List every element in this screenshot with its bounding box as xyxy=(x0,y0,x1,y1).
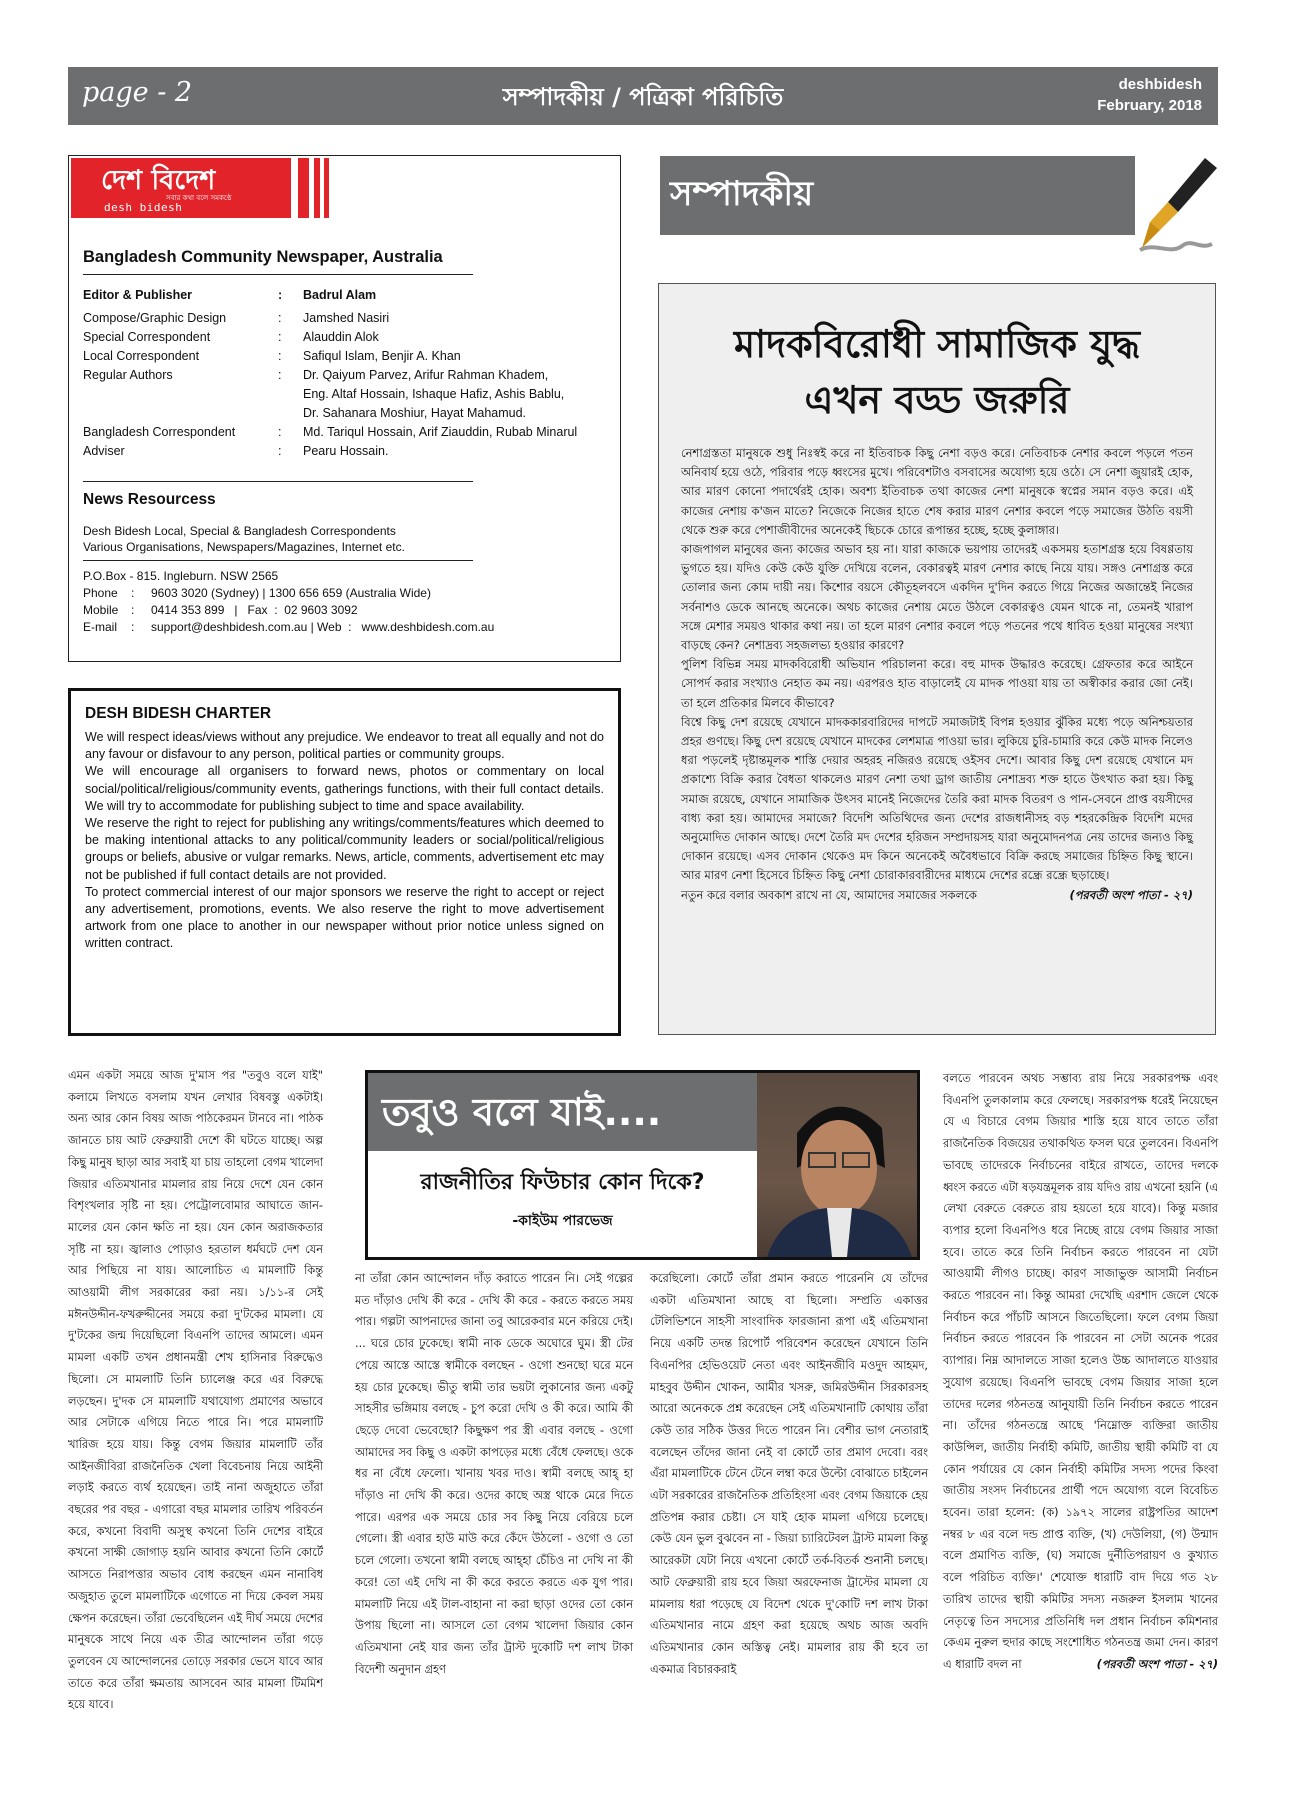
author-byline: -কাইউম পারভেজ xyxy=(512,1213,613,1229)
opinion-column-3: করেছিলো। কোর্টে তাঁরা প্রমান করতে পারেননি যে তাঁদের একটা এতিমখানা আছে বা ছিলো। সম্প্রতি একাত্তর টেলিভিশনে সাহসী সাংবাদিক ফারজানা রূপা এই এতিমখানা নিয়ে একটি তদন্ত রিপোর্ট পরিবেশন করেছেন যেখানে তিনি বিএনপির হেভিওয়েট নেতা এবং আইনজীবি মওদুদ আহমদ, মাহবুব উদ্দীন খোকন, আমীর খসরু, জমিরউদ্দীন সিরকারসহ আরো অনেককে প্রশ্ন করেছেন সেই এতিমখানাটি কোথায় তাঁরা কেউ তার সঠিক উত্তর দিতে পারেন নি। বেশীর ভাগ নেতারাই বলেছেন তাঁদের জানা নেই বা কোর্টে তার প্রমাণ দেবো। বরং এঁরা মামলাটিকে টেনে টেনে লম্বা করে উল্টো বোঝাতে চাইলেন এটা সরকারের রাজনৈতিক প্রতিহিংসা এবং বেগম জিয়াকে হেয় প্রতিপন্ন করার চেষ্টা। সে যাই হোক মামলা এগিয়ে চলেছে। কেউ যেন ভুল বুঝবেন না - জিয়া চ্যারিটেবল ট্রাস্ট মামলা কিন্তু আরেকটা যেটা নিয়ে এখনো কোর্টে তর্ক-বিতর্ক শুনানী চলছে। আট ফেব্রুয়ারী রায় হবে জিয়া অরফেনাজ ট্রাস্টের মামলা যে মামলায় ধরা পড়েছে যে বিদেশ থেকে দু'কোটি দশ লাখ টাকা এতিমখানার নামে গ্রহণ করা হয়েছে অথচ আজ অবদি এতিমখানার কোন অস্তিত্ব নেই। মামলার রায় কী হবে তা একমাত্র বিচারকরাই xyxy=(650,1272,928,1676)
opinion-column-2: না তাঁরা কোন আন্দোলন দাঁড় করাতে পারেন নি। সেই গল্পের মত দাঁড়াও দেখি কী করে - দেখি কী করে - করতে করতে সময় পার। গল্পটা আপনাদের জানা তবু আরেকবার মনে করিয়ে দেই। ... ঘরে চোর ঢুকেছে। স্বামী নাক ডেকে অঘোরে ঘুম। স্ত্রী টের পেয়ে আস্তে আস্তে স্বামীকে বলছেন - ওগো শুনছো ঘরে মনে হয় চোর ঢুকেছে। ভীতু স্বামী তার ভয়টা লুকানোর জন্য একটু সাহসীর ভঙ্গিমায় বলছে - চুপ করো দেখি ও কী করে। আমি কী ছেড়ে দেবো ভেবেছো? কিছুক্ষণ পর স্ত্রী এবার বলছে - ওগো আমাদের সব কিছু ও একটা কাপড়ের মধ্যে বেঁধে ফেলছে। ওকে ধর না বেঁধে ফেলো। খানায় খবর দাও। স্বামী বলছে আহ্ হা দাঁড়াও না দেখি কী করে। ওদের কাছে অস্ত্র থাকে মেরে দিতে পারে। এরপর এক সময়ে চোর সব কিছু নিয়ে বেরিয়ে চলে গেলো। স্ত্রী এবার হাউ মাউ করে কেঁদে উঠলো - ওগো ও তো চলে গেলো। তখনো স্বামী বলছে আহ্হা চেঁচিও না দেখি না কী করে! তো এই দেখি না কী করে করতে করতে এক যুগ পার। মামলাটি নিয়ে এই টাল-বাহানা না করা ছাড়া ওদের তো কোন উপায় ছিলো না। আসলে তো বেগম খালেদা জিয়ার কোন এতিমখানা নেই যার জন্য তাঁর ট্রাস্ট দুকোটি দশ লাখ টাকা বিদেশী অনুদান গ্রহণ xyxy=(355,1272,633,1676)
desh-bidesh-logo xyxy=(71,158,291,218)
continued-link[interactable]: (পরবর্তী অংশ পাতা - ২৭) xyxy=(1069,887,1193,902)
issue-date: February, 2018 xyxy=(1097,97,1202,114)
opinion-headline: রাজনীতির ফিউচার কোন দিকে? xyxy=(420,1170,705,1195)
logo-stripes-icon xyxy=(298,158,338,218)
mobile-row: Mobile : 0414 353 899 | Fax : 02 9603 3092 xyxy=(83,603,358,617)
editorial-paragraph: পুলিশ বিভিন্ন সময় মাদকবিরোধী অভিযান পরিচালনা করে। বহু মাদক উদ্ধারও করেছে। গ্রেফতার করে আইনে সোপর্দ করার সংখ্যাও নেহাত কম নয়। এরপরও হাত বাড়ালেই যে মাদক পাওয়া যায় তা অস্বীকার করার জো নেই। তা হলে প্রতিকার মিলবে কীভাবে? xyxy=(681,657,1193,710)
charter-paragraph: We will encourage all organisers to forward news, photos or commentary on local social/political/religious/community events, gatherings functions, with their full contact details. We will try to accommodate for publishing subject to time and space availability. xyxy=(85,764,604,813)
newspaper-title: Bangladesh Community Newspaper, Australia xyxy=(83,248,443,266)
page-number: page - 2 xyxy=(82,77,193,108)
editorial-label: সম্পাদকীয় xyxy=(670,174,814,214)
charter-paragraph: We reserve the right to reject for publishing any writings/comments/features which deemed to be making intentional attacks to any political/community leaders or social/political/religious groups or beliefs, abusive or vulgar remarks. News, article, comments, advertisement etc may not be published if full contact details are not provided. xyxy=(85,816,604,882)
column-name: তবুও বলে যাই.... xyxy=(382,1090,662,1134)
logo-english: desh bidesh xyxy=(104,201,183,214)
postal-address: P.O.Box - 815. Ingleburn. NSW 2565 xyxy=(83,569,279,583)
staff-row: Dr. Sahanara Moshiur, Hayat Mahamud. xyxy=(303,406,527,420)
editorial-box xyxy=(658,283,1216,1035)
logo-tagline: সবার কথা বলে সমকণ্ঠে xyxy=(166,194,232,202)
author-photo xyxy=(757,1073,917,1257)
masthead-box xyxy=(68,155,621,662)
contact-block xyxy=(83,568,494,636)
staff-row: Eng. Altaf Hossain, Ishaque Hafiz, Ashis Bablu, xyxy=(303,387,565,401)
charter-box xyxy=(68,688,621,1036)
publication-name: deshbidesh xyxy=(1118,76,1202,93)
section-title: সম্পাদকীয় / পত্রিকা পরিচিতি xyxy=(502,83,784,111)
editorial-paragraph: নেশাগ্রস্ততা মানুষকে শুধু নিঃস্বই করে না ইতিবাচক কিছু নেশা বড়ও করে। নেতিবাচক নেশার কবলে পড়লে পতন অনিবার্য হয়ে ওঠে, পরিবার পড়ে ধ্বংসের মুখে। পরিবেশটাও বসবাসের অযোগ্য হয়ে ওঠে। সে নেশা জুয়ারই হোক, আর মারণ কোনো পদার্থেরই হোক। অবশ্য ইতিবাচক তথা কাজের নেশা মানুষকে স্বপ্নের সমান বড়ও করে। এই কাজের নেশায় ক'জন মাতে? নিজেকে নিজের হাতে শেষ করার মারণ নেশার কবলে পড়ে সমাজের উঠতি বয়সী থেকে শুরু করে পেশাজীবীদের অনেকেই ছিচকে চোরে রূপান্তর হচ্ছে, হচ্ছে কুলাঙ্গার। xyxy=(681,446,1193,537)
publication-info xyxy=(1097,74,1202,116)
author-portrait-icon xyxy=(757,1073,917,1257)
staff-row: Regular Authors : Dr. Qaiyum Parvez, Arifur Rahman Khadem, xyxy=(83,368,549,382)
editorial-headline: মাদকবিরোধী সামাজিক যুদ্ধ এখন বড্ড জরুরি xyxy=(734,322,1140,422)
charter-paragraph: We will respect ideas/views without any prejudice. We endeavor to treat all equally and not do any favour or disfavour to any person, political parties or community groups. xyxy=(85,730,604,762)
editorial-paragraph: বিশ্বে কিছু দেশ রয়েছে যেখানে মাদককারবারিদের দাপটে সমাজটাই বিপন্ন হওয়ার ঝুঁকির মধ্যে পড়ে অনিশ্চয়তার প্রহর গুণছে। কিছু দেশ রয়েছে যেখানে মাদকের লেশমাত্র পাওয়া ভার। লুকিয়ে চুরি-চামারি করে কেউ মাদক নিলেও ধরা পড়লেই দৃষ্টান্তমূলক শাস্তি দেয়ার অহরহ নজিরও রয়েছে ওইসব দেশে। আবার কিছু দেশ রয়েছে যেখানে মদ প্রকাশ্যে বিক্রি করার বৈধতা থাকলেও মারণ নেশা তথা ড্রাগ জাতীয় নেশাদ্রব্য শক্ত হাতে উৎখাত করা হয়। কিছু সমাজ রয়েছে, যেখানে সামাজিক উৎসব মানেই নিজেদের তৈরি করা মাদক বিতরণ ও পান-সেবনে প্রাপ্ত বয়সীদের বাধ্য করা হয়। আমাদের সমাজে? বিদেশি অতিথিদের জন্য দেশের রাজধানীসহ বড় শহরকেন্দ্রিক বিদেশি মদের অনুমোদিত দোকান আছে। দেশে তৈরি মদ দেশের হরিজন সম্প্রদায়সহ যারা অনুমোদনপত্র নেয় তাদের জন্যও কিছু দোকান রয়েছে। এসব দোকান থেকেও মদ কিনে অনেকেই অবৈধভাবে বিক্রি করছে সমাজের চিহ্নিত কিছু স্থানে। আর মারণ নেশা হিসেবে চিহ্নিত কিছু নেশা চোরাকারবারীদের মাধ্যমে দেশের রন্ধ্রে রন্ধ্রে ছড়াচ্ছে। xyxy=(681,714,1193,883)
divider xyxy=(83,274,473,275)
editorial-section-header xyxy=(660,156,1135,235)
editorial-paragraph: নতুন করে বলার অবকাশ রাখে না যে, আমাদের সমাজের সকলকে (পরবর্তী অংশ পাতা - ২৭) xyxy=(681,886,1193,905)
logo-bengali: দেশ বিদেশ xyxy=(101,165,216,196)
opinion-header-box xyxy=(365,1070,920,1260)
divider xyxy=(83,481,473,482)
opinion-column-4: বলতে পারবেন অথচ সম্ভাব্য রায় নিয়ে সরকারপক্ষ এবং বিএনপি তুলকালাম করে ফেলছে। সরকারপক্ষ ধরেই নিয়েছেন যে এ বিচারে বেগম জিয়ার শাস্তি হয়ে যাবে তাতে তাঁরা রাজনৈতিক বিজয়ের তথাকথিত ফসল ঘরে তুলবেন। বিএনপি ভাবছে তাদেরকে নির্বাচনের বাইরে রাখতে, তাদের দলকে ধ্বংস করতে এটা ষড়যন্ত্রমূলক রায় যদিও রায় এখনো হয়নি (এ লেখা বেরুতে বেরুতে রায় হয়তো হয়ে যাবে)। কিন্তু মজার ব্যপার হলো বিএনপিও ধরে নিচ্ছে রায়ে বেগম জিয়ার সাজা হবে। তাতে করে তিনি নির্বাচন করতে পারবেন না যেটা আওয়ামী লীগও চাচ্ছে। কারণ সাজাভুক্ত আসামী নির্বাচন করতে পারবেন না। কিন্তু আমরা দেখেছি এরশাদ জেলে থেকে নির্বাচন করে পাঁচটি আসনে জিতেছিলো। ফলে বেগম জিয়া নির্বাচন করতে পারবেন কি পারবেন না সেটা অনেক পরের ব্যাপার। নিম্ন আদালতে সাজা হলেও উচ্চ আদালতে যাওয়ার সুযোগ রয়েছে। বিএনপি ভাবছে বেগম জিয়ার সাজা হলে তাদের দলের গঠনতন্ত্র আনুযায়ী তিনি নির্বাচন করতে পারেন না। তাঁদের গঠনতন্ত্রে আছে 'নিম্নোক্ত ব্যক্তিরা জাতীয় কাউন্সিল, জাতীয় নির্বাহী কমিটি, জাতীয় স্থায়ী কমিটি বা যে কোন পর্যায়ের যে কোন নির্বাহী কমিটির সদস্য পদের কিংবা জাতীয় সংসদ নির্বাচনের প্রার্থী পদে অযোগ্য বলে বিবেচিত হবেন। তারা হলেন: (ক) ১৯৭২ সালের রাষ্ট্রপতির আদেশ নম্বর ৮ এর বলে দন্ড প্রাপ্ত ব্যক্তি, (খ) দেউলিয়া, (গ) উন্মাদ বলে প্রমাণিত ব্যক্তি, (ঘ) সমাজে দুর্নীতিপরায়ণ ও কুখ্যাত বলে পরিচিত ব্যক্তি।' শেযোক্ত ধারাটি বাদ দিয়ে গত ২৮ তারিখ তাদের স্থায়ী কমিটির সদস্য নজরুল ইসলাম খানের নেতৃত্বে তিন সদস্যের প্রতিনিধি দল প্রধান নির্বাচন কমিশনার কেএম নুরুল হুদার কাছে সংশোধিত গঠনতন্ত্র জমা দেন। কারণ এ ধারাটি বদল না (পরবর্তী অংশ পাতা - ২৭) xyxy=(943,1068,1218,1676)
charter-paragraph: To protect commercial interest of our major sponsors we reserve the right to accept or reject any advertisement, promotions, events. We also reserve the right to move advertisement artwork from one place to another in our newspaper without prior notice unless signed on written contract. xyxy=(85,884,604,951)
charter-title: DESH BIDESH CHARTER xyxy=(85,705,272,722)
phone-row: Phone : 9603 3020 (Sydney) | 1300 656 659 (Australia Wide) xyxy=(83,586,431,600)
staff-row: Editor & Publisher : Badrul Alam xyxy=(83,288,377,302)
staff-list xyxy=(83,286,613,461)
email-web-row[interactable]: E-mail : support@deshbidesh.com.au | Web : www.deshbidesh.com.au xyxy=(83,620,495,634)
opinion-column-1: এমন একটা সময়ে আজ দু'মাস পর "তবুও বলে যাই" কলামে লিখতে বসলাম যখন লেখার বিষবস্তু একটাই। অন্য আর কোন বিষয় আজ পাঠকেরমন টানবে না। পাঠক জানতে চায় আট ফেব্রুয়ারী দেশে কী ঘটতে যাচ্ছে। অল্প কিছু মানুষ ছাড়া আর সবাই যা চায় তাহলো বেগম খালেদা জিয়ার এতিমখানার মামলার রায় নিয়ে দেশে যেন কোন বিশৃংখলার সৃষ্টি না হয়। পেট্রোলবোমার আঘাতে জান-মালের যেন কোন ক্ষতি না হয়। যেন কোন অরাজকতার সৃষ্টি না হয়। জ্বালাও পোড়াও হরতাল ধর্মঘটে দেশ যেন আর পিছিয়ে না যায়। আলোচিত এ মামলাটি কিন্তু আওয়ামী লীগ সরকারের করা নয়। ১/১১-র সেই মঈনউদ্দীন-ফখরুদ্দীনের সময়ে করা দু'টকের মামলা। যে দু'টকের জন্ম দিয়েছিলো বিএনপি তাদের আমলে। এমন মামলা একটি তখন প্রধানমন্ত্রী শেখ হাসিনার বিরুদ্ধেও ছিলো। সে মামলাটি তিনি চ্যালেঞ্জ করে এর বিরুদ্ধে লড়ছেন। দু'দক সে মামলাটি যথাযোগ্য প্রমাণের অভাবে আর সেটাকে এগিয়ে নিতে পারে নি। পরে মামলাটি খারিজ হয়ে যায়। কিন্তু বেগম জিয়ার মামলাটি তাঁর আইনজীবিরা রাজনৈতিক খেলা বিবেচনায় নিয়ে আইনী লড়াই করতে ব্যর্থ হয়েছেন। তাই নানা অজুহাতে তাঁরা বছরের পর বছর - এগারো বছর মামলার তারিখ পরিবর্তন করে, কখনো বিবাদী অসুস্থ কখনো তিনি দেশের বাইরে কখনো সাক্ষী জোগাড় হয়নি আবার কখনো তিনি কোর্টে আসতে নিরাপত্তার অভাব বোধ করছেন এমন নানাবিধ অজুহাত তুলে মামলাটিকে এগোতে না দিয়ে কেবল সময় ক্ষেপন করেছেন। তাঁরা ভেবেছিলেন এই দীর্ঘ সময়ে দেশের মানুষকে সাথে নিয়ে এক তীব্র আন্দোলন তাঁরা গড়ে তুলবেন যে আন্দোলনের তোড়ে সরকার ভেসে যাবে আর তাতে করে তাঁরা ক্ষমতায় আসবেন আর মামলা টিমমিশ হয়ে যাবে। xyxy=(68,1069,323,1712)
editorial-body xyxy=(681,444,1193,905)
continued-link[interactable]: (পরবর্তী অংশ পাতা - ২৭) xyxy=(1096,1657,1218,1671)
news-resources-list: Desh Bidesh Local, Special & Bangladesh Correspondents Various Organisations, Newspapers/Magazines, Internet etc. xyxy=(83,524,405,554)
page-header-bar xyxy=(68,67,1218,125)
staff-row: Bangladesh Correspondent : Md. Tariqul Hossain, Arif Ziauddin, Rubab Minarul xyxy=(83,425,578,439)
fountain-pen-icon xyxy=(1120,150,1220,270)
editorial-paragraph: কাজপাগল মানুষের জন্য কাজের অভাব হয় না। যারা কাজকে ভয়পায় তাদেরই একসময় হতাশগ্রস্ত হয়ে বিষণ্ণতায় ভুগতে হয়। যদিও কেউ কেউ যুক্তি দেখিয়ে বলেন, বেকারত্বই মারণ নেশার কাছে নিয়ে যায়। সঙ্গও নেশাগ্রস্ত করে তোলার জন্য কোম দায়ী নয়। কিশোর বয়সে কৌতূহলবসে একদিন দু'দিন করতে গিয়ে নিজের অজান্তেই নিজের সর্বনাশও ডেকে আনছে অনেকে। অথচ কাজের নেশায় মেতে উঠলে বেকারত্বও যেমন থাকে না, তেমনই খারাপ সঙ্গে মেশার সময়ও থাকার কথা নয়। তা হলে মারণ নেশার কবলে পড়ে পতনের পথে ধাবিত হওয়া মানুষের সংখ্যা বাড়ছে কেন? নেশাদ্রব্য সহজলভ্য হওয়ার কারণে? xyxy=(681,542,1193,653)
staff-row: Local Correspondent : Safiqul Islam, Benjir A. Khan xyxy=(83,349,461,363)
staff-row: Adviser : Pearu Hossain. xyxy=(83,444,389,458)
column-name-band xyxy=(368,1073,757,1151)
news-resources-heading: News Resourcess xyxy=(83,491,216,508)
divider xyxy=(83,560,473,561)
staff-row: Compose/Graphic Design : Jamshed Nasiri xyxy=(83,311,390,325)
staff-row: Special Correspondent : Alauddin Alok xyxy=(83,330,379,344)
